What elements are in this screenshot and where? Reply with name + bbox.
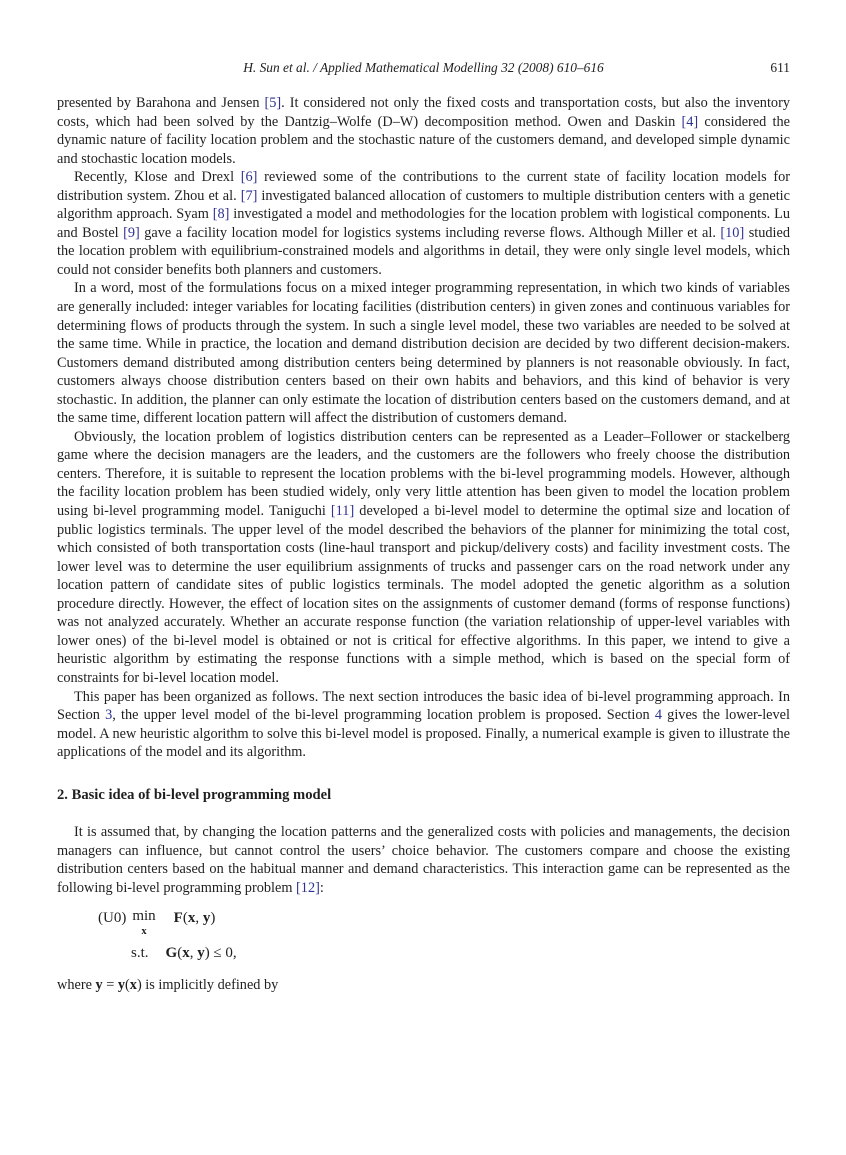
citation-link[interactable]: [11] <box>330 503 355 520</box>
text-run: gives the lower-level model. A new heuristic algorithm to solve this bi-level model is proposed. Finally, a numerical example is given to illustrate the applications of the model and its algorithm. <box>57 707 790 761</box>
text-run: This paper has been organized as follows. The next section introduces the basic idea of bi-level programming approach. In Section <box>57 688 790 724</box>
text-run: ( <box>182 910 188 927</box>
page-header <box>57 60 790 76</box>
text-run: ( <box>125 977 130 994</box>
min-operator <box>132 909 155 937</box>
citation-link[interactable]: 3 <box>105 707 113 724</box>
citation-link[interactable]: [6] <box>240 169 258 186</box>
paragraph <box>57 823 790 897</box>
math-symbol: x <box>182 945 190 962</box>
citation-link[interactable]: [7] <box>240 187 258 204</box>
math-symbol: x <box>187 910 196 927</box>
text-run: studied the location problem with equilibrium-constrained models and algorithms in detail, they were only single level models, which could not consider benefits both planners and customers. <box>57 224 790 278</box>
text-run: It is assumed that, by changing the location patterns and the generalized costs with policies and managements, the decision managers can influence, but cannot control the users’ choice behavior. The customers compare and choose the existing distribution centers based on the habitual manner and demand characteristics. This interaction game can be represented as the following bi-level programming problem <box>57 824 790 896</box>
paragraph <box>57 428 790 688</box>
citation-link[interactable]: [10] <box>720 224 745 241</box>
citation-link[interactable]: [9] <box>123 224 140 241</box>
citation-link[interactable]: [5] <box>264 95 282 111</box>
article-body <box>57 94 790 995</box>
math-symbol: y <box>197 945 205 962</box>
constraint-expression <box>166 944 237 962</box>
math-symbol: y <box>95 977 103 994</box>
paragraph <box>57 94 790 168</box>
text-run: ( <box>177 945 183 962</box>
text-run: considered the dynamic nature of facility location problem and the stochastic nature of the customers demand, and developed simple dynamic and stochastic location models. <box>57 113 790 167</box>
math-symbol: y <box>202 910 211 927</box>
paragraph <box>57 168 790 279</box>
text-run: gave a facility location model for logistics systems including reverse flows. Although Miller et al. <box>139 224 721 241</box>
text-run: Recently, Klose and Drexl <box>74 169 241 186</box>
citation-link[interactable]: [12] <box>296 879 320 896</box>
equation-u0 <box>98 909 790 962</box>
page-number: 611 <box>770 60 790 75</box>
min-label: min <box>132 908 156 925</box>
citation-link[interactable]: 4 <box>654 707 662 724</box>
math-symbol: y <box>117 977 126 994</box>
text-run: investigated a model and methodologies for the location problem with logistical components. Lu and Bostel <box>57 206 790 241</box>
text-run: developed a bi-level model to determine the optimal size and location of public logistics terminals. The upper level of the model described the behaviors of the planner for minimizing the total cost, which consisted of both transportation costs (line-haul transport and pickup/delivery costs) and facility investment costs. The lower level was to determine the user equilibrium assignments of trucks and passenger cars on the road network under any location pattern of candidate sites of public logistics terminals. The model adopted the genetic algorithm as a solution procedure directly. However, the effect of location sites on the assignments of customer demand (forms of response functions) was not analyzed accurately. Whether an accurate response function (the variation relationship of upper-level variables with lower ones) of the bi-level model is obtained or not is critical for effective algorithms. In this paper, we intend to give a heuristic algorithm by estimating the response functions with a simple method, which is based on the special form of constraints for bi-level location model. <box>57 503 790 686</box>
text-run: presented by Barahona and Jensen <box>57 95 265 111</box>
paragraph <box>57 279 790 427</box>
text-run: ) <box>210 910 216 927</box>
text-run: = <box>102 977 118 994</box>
text-run: reviewed some of the contributions to the current state of facility location models for distribution system. Zhou et al. <box>57 169 791 204</box>
min-subscript: x <box>141 926 147 938</box>
citation-link[interactable]: [8] <box>212 206 230 223</box>
subject-to-label: s.t. <box>131 945 149 962</box>
paragraph <box>57 688 790 762</box>
text-run: investigated balanced allocation of customers to multiple distribution centers with a genetic algorithm approach. Syam <box>57 187 790 223</box>
math-symbol: x <box>129 977 137 994</box>
running-head: H. Sun et al. / Applied Mathematical Modelling 32 (2008) 610–616 <box>243 60 604 75</box>
text-run: . It considered not only the fixed costs and transportation costs, but also the inventory costs, which had been solved by the Dantzig–Wolfe (D–W) decomposition method. Owen and Daskin <box>57 95 790 130</box>
text-run: ) ≤ 0, <box>204 945 237 962</box>
math-symbol: G <box>165 945 178 962</box>
text-run: : <box>319 879 324 896</box>
text-run: , the upper level model of the bi-level programming location problem is proposed. Section <box>112 707 655 724</box>
math-symbol: F <box>173 910 183 927</box>
objective-function <box>174 909 216 927</box>
citation-link[interactable]: [4] <box>681 113 699 130</box>
text-run: In a word, most of the formulations focus on a mixed integer programming representation, in which two kinds of variables are generally included: integer variables for locating facilities (distribution centers) in given zones and continuous variables for determining flows of products through the system. In such a single level model, these two variables are needed to be solved at the same time. While in practice, the location and demand distribution decision are decided by two different decision-makers. Customers demand distributed among distribution centers being determined by planners is not reasonable obviously. In fact, customers always choose distribution centers based on their own habits and behaviors, and this kind of behavior is very stochastic. In addition, the planner can only estimate the location of distribution centers based on the customers demand, and at the same time, different location pattern will affect the distribution of customers demand. <box>57 280 790 427</box>
text-run: ) <box>136 977 142 994</box>
text-run: , <box>189 945 198 962</box>
text-run: , <box>195 910 203 927</box>
section-heading: 2. Basic idea of bi-level programming model <box>57 786 332 803</box>
text-run: Obviously, the location problem of logistics distribution centers can be represented as a Leader–Follower or stackelberg game where the decision managers are the leaders, and the customers are the followers who freely choose the distribution centers. Therefore, it is suitable to represent the location problems with the bi-level programming models. However, although the facility location problem has been studied widely, only very little attention has been given to model the location problem using bi-level programming model. Taniguchi <box>57 428 790 520</box>
equation-label: (U0) <box>98 910 127 927</box>
where-clause <box>57 976 790 995</box>
text-run: is implicitly defined by <box>141 977 279 994</box>
text-run: where <box>57 977 96 994</box>
